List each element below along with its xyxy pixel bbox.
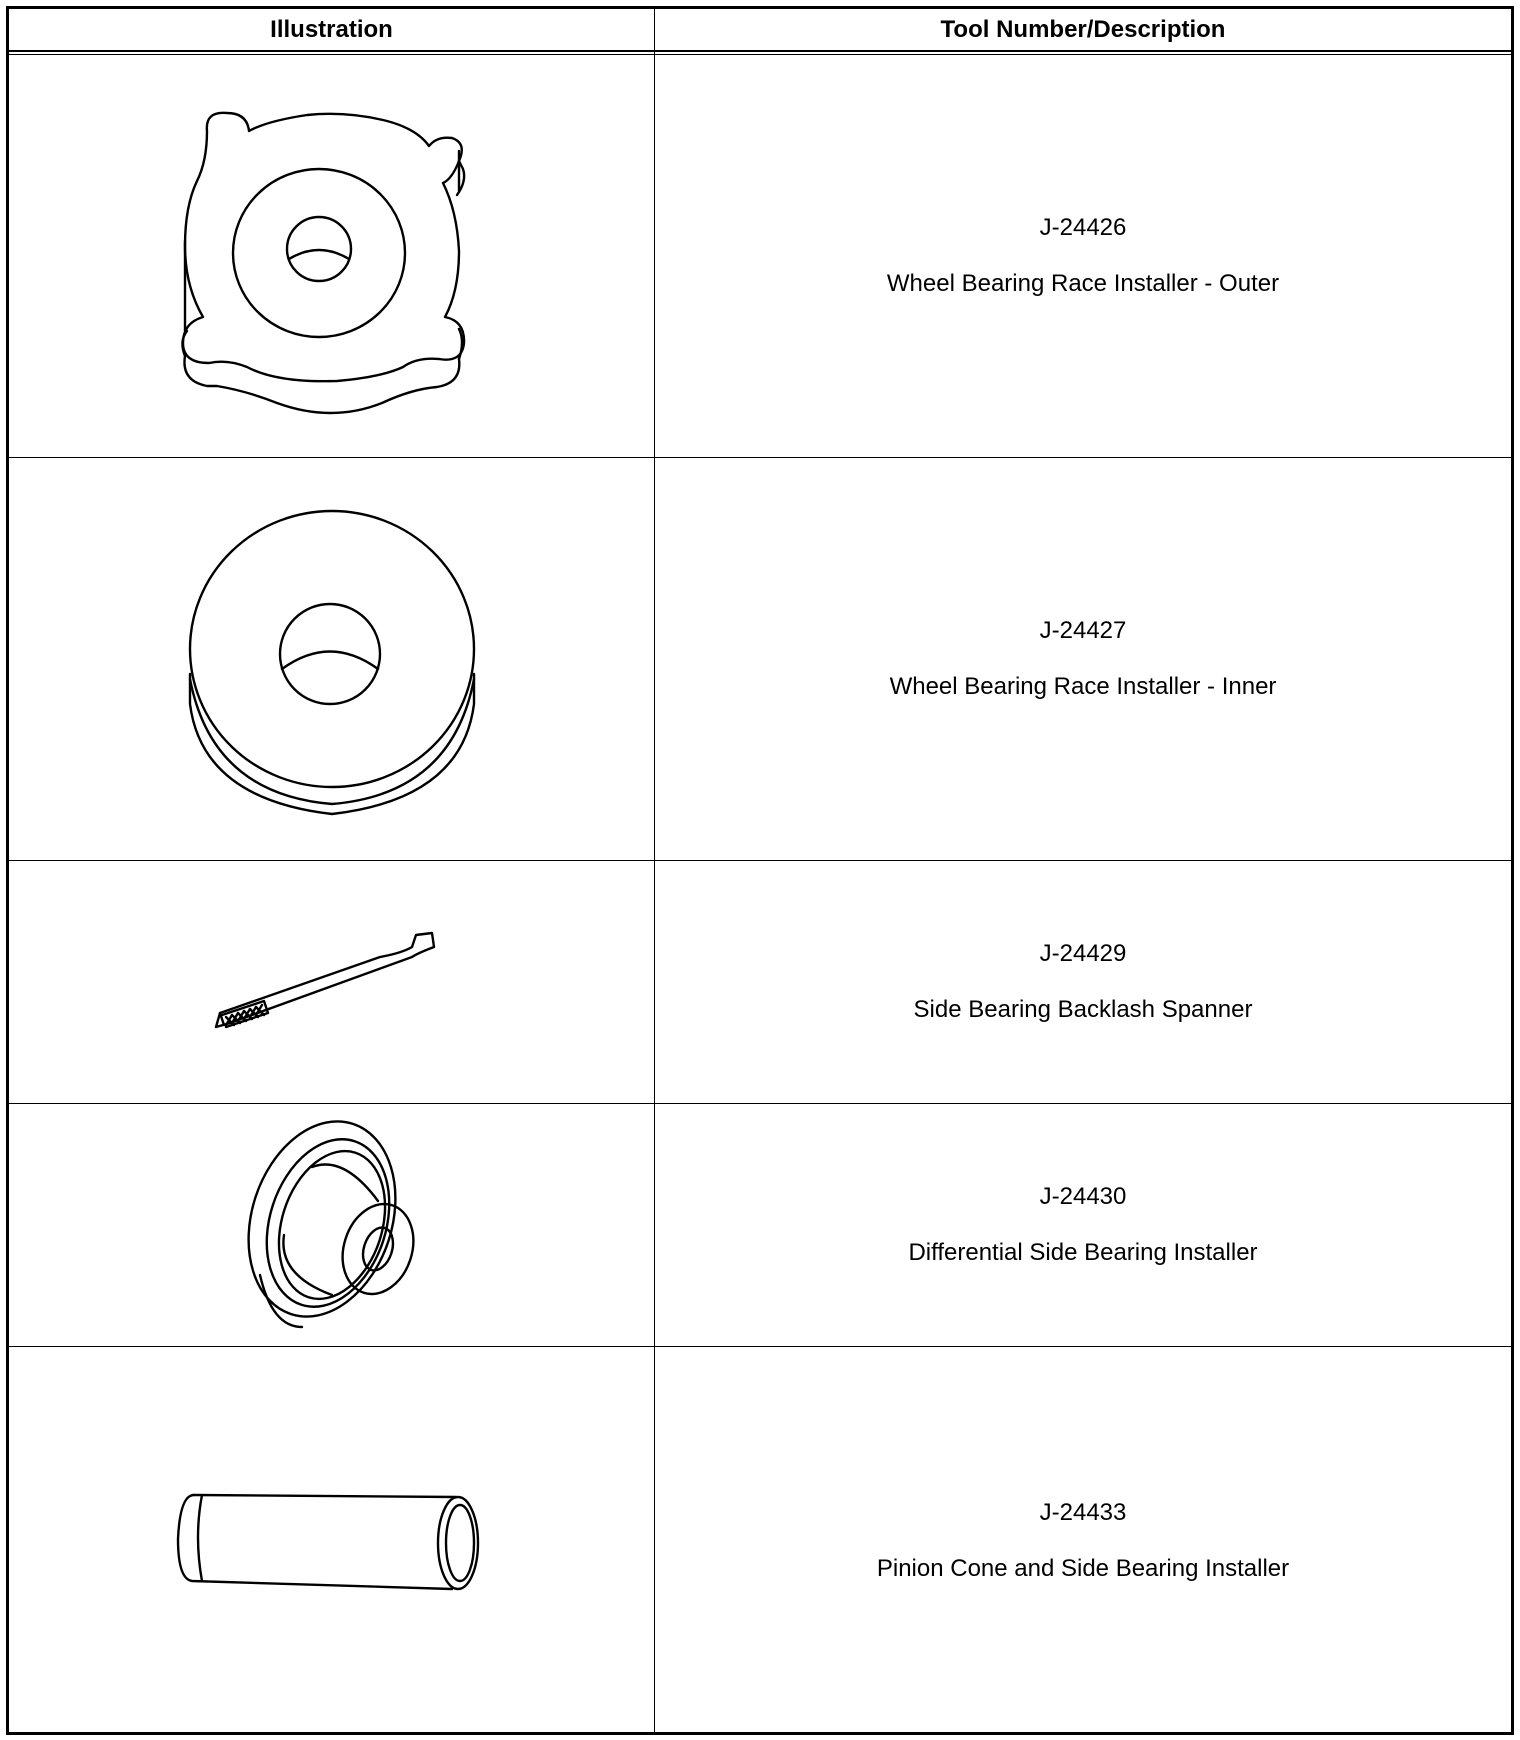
table-header <box>9 9 1511 52</box>
illustration-cell <box>9 1104 654 1346</box>
header-illustration: Illustration <box>270 15 393 43</box>
tool-number: J-24426 <box>1039 214 1127 241</box>
tool-description: Pinion Cone and Side Bearing Installer <box>876 1555 1290 1582</box>
table-row <box>9 54 1511 457</box>
header-tool-description: Tool Number/Description <box>940 15 1226 43</box>
illustration-cell <box>9 1347 654 1735</box>
illustration-cell <box>9 861 654 1103</box>
tool-cell <box>655 1104 1511 1346</box>
illustration-cell <box>9 458 654 860</box>
tool-description: Wheel Bearing Race Installer - Outer <box>886 270 1280 297</box>
tool-cell <box>655 458 1511 860</box>
tool-cell <box>655 55 1511 457</box>
tool-number: J-24430 <box>1039 1183 1127 1210</box>
special-tools-table <box>6 6 1514 1735</box>
table-row <box>9 860 1511 1103</box>
tube-installer-icon <box>172 1481 492 1601</box>
tool-description: Differential Side Bearing Installer <box>908 1239 1258 1266</box>
tool-number: J-24429 <box>1039 940 1127 967</box>
tool-cell <box>655 861 1511 1103</box>
tool-description: Side Bearing Backlash Spanner <box>913 996 1253 1023</box>
round-race-installer-icon <box>182 494 482 824</box>
table-row <box>9 457 1511 860</box>
tool-cell <box>655 1347 1511 1735</box>
flanged-bearing-installer-icon <box>232 1115 432 1335</box>
illustration-cell <box>9 55 654 457</box>
table-row <box>9 1346 1511 1735</box>
table-row <box>9 1103 1511 1346</box>
four-lug-race-installer-icon <box>167 91 497 421</box>
tool-number: J-24433 <box>1039 1499 1127 1526</box>
tool-description: Wheel Bearing Race Installer - Inner <box>889 673 1277 700</box>
spanner-tool-icon <box>212 927 452 1037</box>
tool-number: J-24427 <box>1039 617 1127 644</box>
